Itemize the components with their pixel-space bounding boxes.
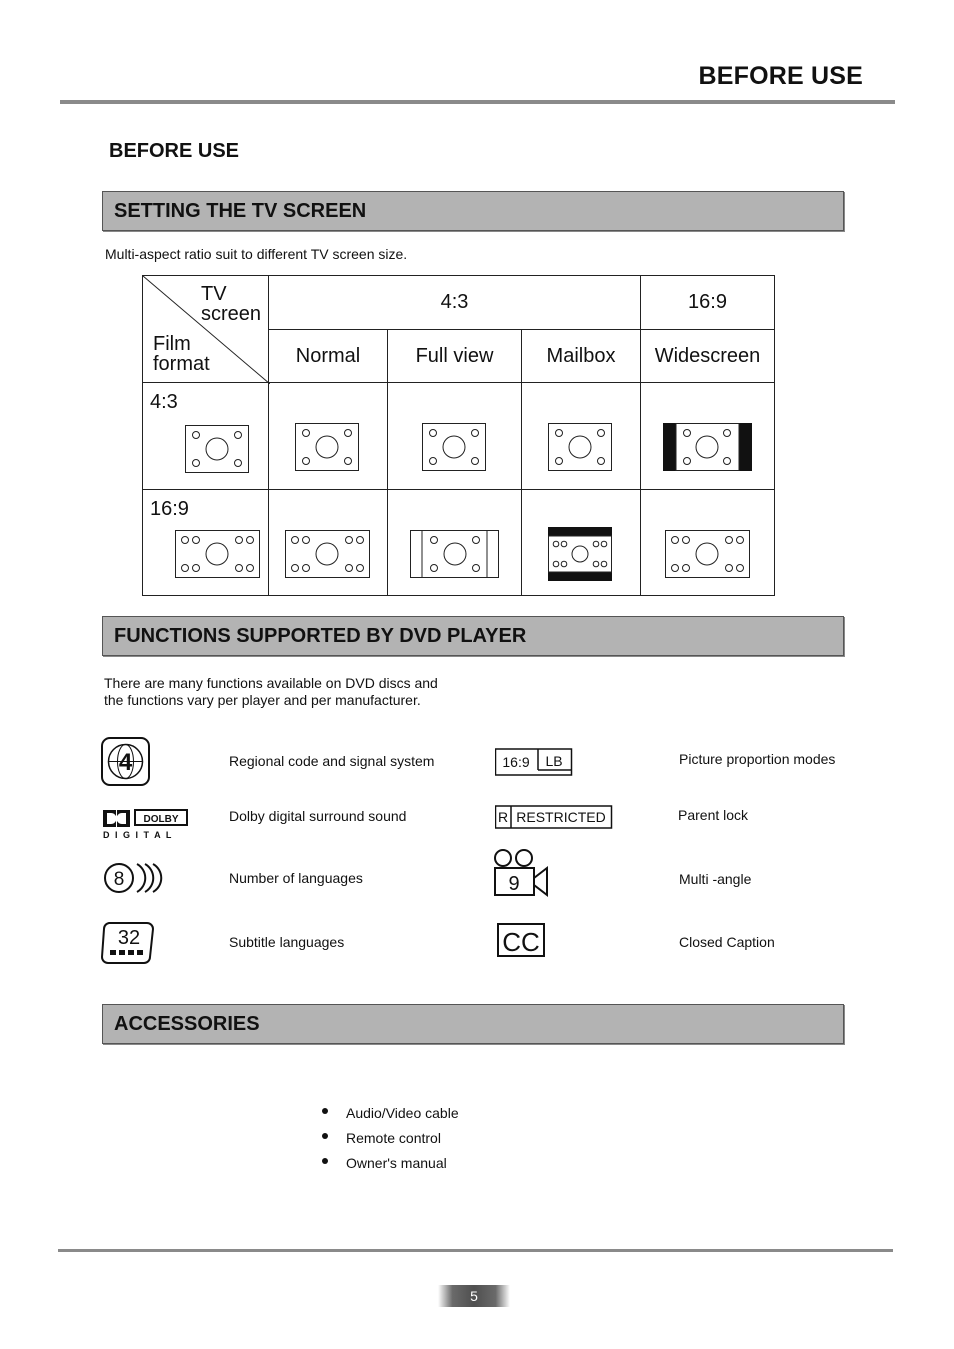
screen-4-3-full-view-icon [422, 423, 488, 473]
closed-caption-text: CC [502, 927, 540, 957]
row-label-16-9: 16:9 [150, 498, 189, 520]
cell-4-3-normal [268, 382, 388, 490]
list-item [322, 1100, 459, 1125]
section-bar-functions [102, 616, 844, 656]
cell-4-3-full-view [387, 382, 522, 490]
film-16-9-picture-icon [175, 530, 261, 580]
list-item [322, 1150, 459, 1175]
screen-4-3-mailbox-icon [548, 423, 614, 473]
screen-16-9-full-view-icon [410, 530, 500, 580]
cell-16-9-widescreen [640, 489, 775, 596]
function-label-dolby: Dolby digital surround sound [229, 808, 407, 824]
corner-label-film-format [153, 334, 210, 374]
corner-film-line1: Film [153, 333, 191, 355]
table-corner-cell [142, 275, 269, 383]
header-group-16-9: 16:9 [640, 275, 775, 330]
corner-tv-line1: TV [201, 283, 227, 305]
cell-16-9-normal [268, 489, 388, 596]
bullet-icon [322, 1158, 328, 1164]
cell-4-3-mailbox [521, 382, 641, 490]
accessory-label: Remote control [346, 1129, 441, 1146]
accessory-label: Owner's manual [346, 1154, 447, 1171]
column-header-widescreen: Widescreen [640, 329, 775, 383]
function-label-region: Regional code and signal system [229, 753, 435, 769]
screen-16-9-mailbox-icon [548, 527, 614, 583]
screen-16-9-normal-icon [285, 530, 371, 580]
column-header-full-view: Full view [387, 329, 522, 383]
cell-4-3-widescreen [640, 382, 775, 490]
closed-caption-icon [497, 923, 547, 964]
bullet-icon [322, 1108, 328, 1114]
section-heading: BEFORE USE [109, 140, 240, 162]
column-header-normal: Normal [268, 329, 388, 383]
cell-16-9-mailbox [521, 489, 641, 596]
section-title-accessories: ACCESSORIES [114, 1013, 260, 1035]
corner-label-tv-screen [201, 284, 261, 324]
audio-languages-icon [103, 860, 163, 901]
region-code-number: 4 [118, 749, 133, 776]
aspect-mode-lb-text: LB [545, 753, 563, 769]
digital-logo-text: D I G I T A L [103, 830, 173, 840]
bullet-icon [322, 1133, 328, 1139]
multi-angle-camera-icon [492, 848, 552, 903]
dolby-logo-text: DOLBY [143, 814, 179, 825]
screen-16-9-widescreen-icon [665, 530, 751, 580]
function-label-languages: Number of languages [229, 870, 363, 886]
function-label-parent-lock: Parent lock [678, 807, 749, 823]
function-label-subtitles: Subtitle languages [229, 934, 345, 950]
row-label-4-3: 4:3 [150, 391, 178, 413]
section-bar-tv-screen [102, 191, 844, 231]
list-item [322, 1125, 459, 1150]
corner-film-line2: format [153, 353, 210, 375]
accessory-label: Audio/Video cable [346, 1104, 459, 1121]
screen-4-3-widescreen-icon [663, 423, 753, 473]
row-16-9-film-cell [142, 489, 269, 596]
aspect-mode-icon [495, 748, 575, 783]
row-4-3-film-cell [142, 382, 269, 490]
cell-16-9-full-view [387, 489, 522, 596]
function-label-picture-proportion: Picture proportion modes [679, 751, 836, 767]
tv-intro-text: Multi-aspect ratio suit to different TV screen size. [105, 246, 408, 262]
dolby-digital-icon [102, 808, 192, 845]
section-bar-accessories [102, 1004, 844, 1044]
accessories-list [322, 1100, 459, 1175]
section-title-tv-screen: SETTING THE TV SCREEN [114, 200, 367, 222]
parental-lock-r-text: R [497, 809, 509, 825]
column-header-mailbox: Mailbox [521, 329, 641, 383]
page-number: 5 [438, 1285, 510, 1307]
multi-angle-number: 9 [508, 873, 520, 895]
region-code-icon [101, 737, 151, 792]
function-label-multi-angle: Multi -angle [679, 871, 752, 887]
audio-languages-number: 8 [113, 869, 125, 890]
aspect-mode-ratio-text: 16:9 [502, 754, 530, 770]
header-divider [60, 100, 895, 104]
parental-lock-restricted-text: RESTRICTED [516, 809, 606, 825]
subtitle-languages-number: 32 [117, 927, 141, 949]
functions-intro [104, 675, 438, 709]
parental-lock-icon [495, 805, 615, 836]
functions-intro-line2: the functions vary per player and per manufacturer. [104, 692, 421, 708]
page-header-title: BEFORE USE [698, 62, 863, 90]
function-label-closed-caption: Closed Caption [679, 934, 775, 950]
screen-4-3-normal-icon [295, 423, 361, 473]
footer-divider [58, 1249, 893, 1252]
header-group-4-3: 4:3 [268, 275, 641, 330]
film-4-3-picture-icon [185, 425, 251, 475]
aspect-ratio-table [142, 275, 775, 596]
corner-tv-line2: screen [201, 303, 262, 325]
subtitle-languages-icon [101, 921, 157, 970]
section-title-functions: FUNCTIONS SUPPORTED BY DVD PLAYER [114, 625, 527, 647]
functions-intro-line1: There are many functions available on DVD discs and [104, 675, 438, 691]
